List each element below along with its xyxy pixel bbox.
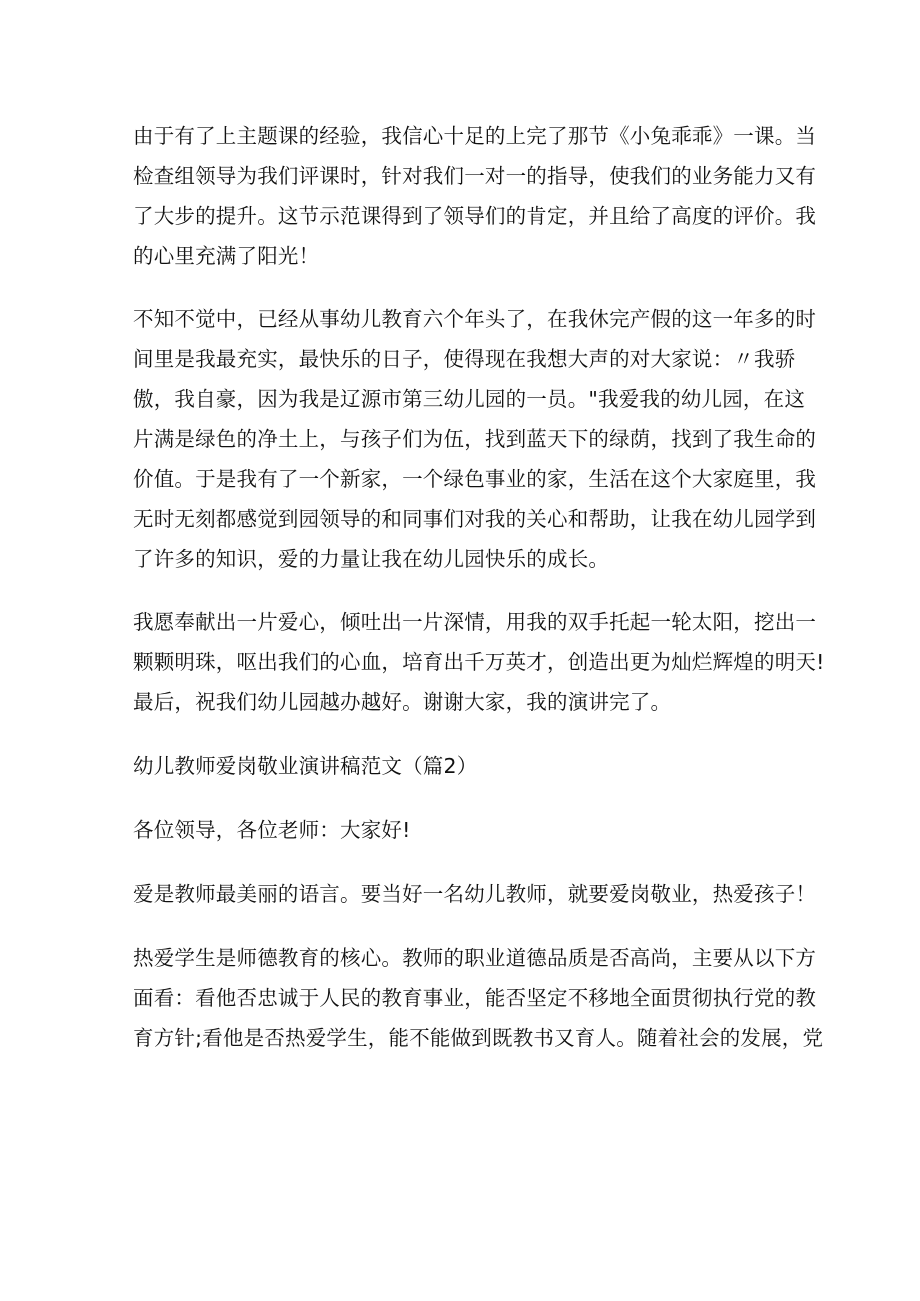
paragraph-dedication <box>133 602 825 722</box>
paragraph-six-years <box>133 299 817 579</box>
text-line: 各位领导，各位老师：大家好! <box>133 818 411 842</box>
paragraph-love-students <box>133 938 824 1058</box>
text-line: 幼儿教师爱岗敬业演讲稿范文（篇2） <box>133 754 478 778</box>
paragraph-love-is-language <box>133 874 817 914</box>
text-line: 育方针;看他是否热爱学生，能不能做到既教书又育人。随着社会的发展，党 <box>133 1026 824 1050</box>
text-line: 片满是绿色的净土上，与孩子们为伍，找到蓝天下的绿荫，找到了我生命的 <box>133 427 817 451</box>
text-line: 我愿奉献出一片爱心，倾吐出一片深情，用我的双手托起一轮太阳，挖出一 <box>133 610 817 634</box>
text-line: 的心里充满了阳光！ <box>133 244 320 268</box>
text-line: 无时无刻都感觉到园领导的和同事们对我的关心和帮助，让我在幼儿园学到 <box>133 507 817 531</box>
text-line: 间里是我最充实，最快乐的日子，使得现在我想大声的对大家说：〃我骄 <box>133 347 796 371</box>
text-line: 价值。于是我有了一个新家，一个绿色事业的家，生活在这个大家庭里，我 <box>133 467 817 491</box>
text-line: 了许多的知识，爱的力量让我在幼儿园快乐的成长。 <box>133 547 610 571</box>
text-line: 傲，我自豪，因为我是辽源市第三幼儿园的一员。"我爱我的幼儿园，在这 <box>133 387 806 411</box>
text-line: 最后，祝我们幼儿园越办越好。谢谢大家，我的演讲完了。 <box>133 690 672 714</box>
text-line: 了大步的提升。这节示范课得到了领导们的肯定，并且给了高度的评价。我 <box>133 204 817 228</box>
text-line: 热爱学生是师德教育的核心。教师的职业道德品质是否高尚，主要从以下方 <box>133 946 817 970</box>
text-line: 面看：看他否忠诚于人民的教育事业，能否坚定不移地全面贯彻执行党的教 <box>133 986 817 1010</box>
paragraph-greeting <box>133 810 805 850</box>
text-line: 不知不觉中，已经从事幼儿教育六个年头了，在我休完产假的这一年多的时 <box>133 307 817 331</box>
text-line: 由于有了上主题课的经验，我信心十足的上完了那节《小兔乖乖》一课。当 <box>133 124 817 148</box>
paragraph-lesson-experience <box>133 116 817 276</box>
section-title <box>133 746 805 786</box>
text-line: 爱是教师最美丽的语言。要当好一名幼儿教师，就要爱岗敬业，热爱孩子！ <box>133 882 817 906</box>
document-page <box>133 116 825 1058</box>
text-line: 检查组领导为我们评课时，针对我们一对一的指导，使我们的业务能力又有 <box>133 164 817 188</box>
text-line: 颗颗明珠，呕出我们的心血，培育出千万英才，创造出更为灿烂辉煌的明天! <box>133 650 825 674</box>
